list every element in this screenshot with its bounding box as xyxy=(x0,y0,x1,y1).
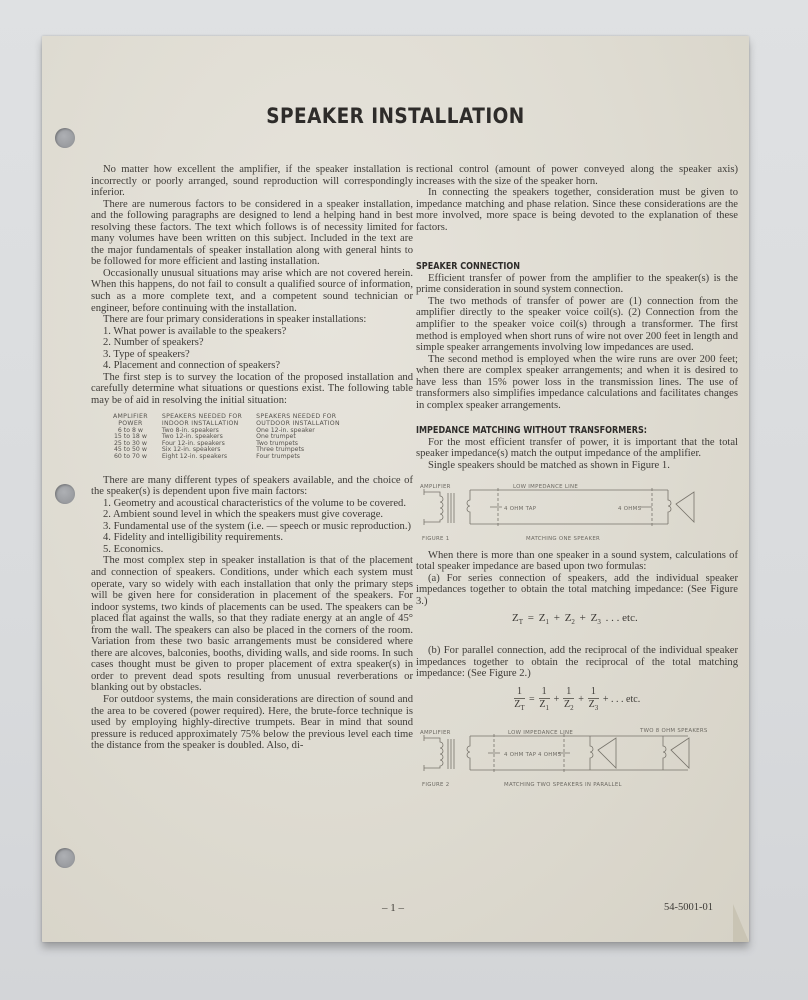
paragraph-continuation: rectional control (amount of power conveyed along the speaker axis) increases with the size of the speaker horn. xyxy=(416,164,738,187)
figure-label: TWO 8 OHM SPEAKERS xyxy=(640,727,708,734)
table-cell: Six 12-in. speakers xyxy=(161,446,221,454)
figure-label: 4 OHM TAP xyxy=(504,505,537,512)
paragraph-connecting: In connecting the speakers together, consideration must be given to impedance matching and phase relation. Since these considerations are the more involved, more space is being devoted to the explanation of these factors. xyxy=(416,187,738,233)
punch-hole-top xyxy=(55,128,75,148)
paragraph-survey: The first step is to survey the location of the proposed installation and carefully determine what situations or questions exist. The following table may be of aid in resolving the initial situation: xyxy=(91,371,413,406)
figure-number: FIGURE 1 xyxy=(422,535,450,542)
paragraph-considerations: There are four primary considerations in speaker installations: xyxy=(103,314,367,326)
paragraph: Efficient transfer of power from the amplifier to the speaker(s) is the prime consideration in sound system connection. xyxy=(416,272,738,296)
table-cell: Four trumpets xyxy=(256,453,300,461)
table-cell: 25 to 30 w xyxy=(113,439,147,447)
table-row xyxy=(113,441,354,448)
page-number: – 1 – xyxy=(382,902,404,914)
list-item: 1. Geometry and acoustical characteristics of the volume to be covered. xyxy=(103,497,406,509)
figure-label: 4 OHM TAP xyxy=(504,751,537,758)
paragraph-types: There are many different types of speakers available, and the choice of the speaker(s) is dependent upon five main factors: xyxy=(91,474,413,498)
paragraph: The second method is employed when the wire runs are over 200 feet; when there are complex speaker arrangements; and when it is desired to have less than 15% power loss in the transmission lines. The use of transformers also simplifies impedance calculations and facilitates changes in complex speaker arrangements. xyxy=(416,353,738,411)
series-formula: $Z_T = Z_1 + Z_2 + Z_3$ . . . etc. xyxy=(512,612,638,627)
table-cell: Four 12-in. speakers xyxy=(161,439,225,447)
section-heading-speaker-connection: SPEAKER CONNECTION xyxy=(416,261,521,273)
figure-label: LOW IMPEDANCE LINE xyxy=(513,483,579,490)
figure-label: AMPLIFIER xyxy=(420,729,451,736)
section-heading-impedance-matching: IMPEDANCE MATCHING WITHOUT TRANSFORMERS: xyxy=(416,425,648,437)
figure-2-diagram xyxy=(418,724,724,788)
table-cell: Eight 12-in. speakers xyxy=(161,453,228,461)
list-item: 4. Placement and connection of speakers? xyxy=(103,360,281,372)
table-cell: One trumpet xyxy=(256,433,296,441)
paragraph: When there is more than one speaker in a sound system, calculations of total speaker impedance are based upon two formulas: xyxy=(416,549,738,573)
table-cell: 6 to 8 w xyxy=(117,426,143,434)
paragraph-intro: No matter how excellent the amplifier, if the speaker installation is incorrectly or poorly arranged, sound reproduction will correspondingly inferior. xyxy=(91,164,413,199)
power-table xyxy=(113,414,354,460)
figure-number: FIGURE 2 xyxy=(422,781,450,788)
left-column xyxy=(91,164,413,752)
paragraph-factors: There are numerous factors to be considered in a speaker installation, and the following paragraphs are designed to lend a helping hand in best resolving these factors. The text which follows is of necessity limited for many volumes have been written on this subject. Included in the text are the major fundamentals of speaker installation along with general hints to be followed for more efficient and lasting installation. xyxy=(91,198,413,268)
table-row xyxy=(113,434,354,441)
figure-label: LOW IMPEDANCE LINE xyxy=(508,729,574,736)
figure-label: AMPLIFIER xyxy=(420,483,451,490)
list-item: 2. Ambient sound level in which the speakers must give coverage. xyxy=(103,509,384,521)
table-cell: Two trumpets xyxy=(256,439,298,447)
table-row xyxy=(113,447,354,454)
table-cell: Three trumpets xyxy=(256,446,305,454)
table-cell: Two 12-in. speakers xyxy=(161,433,223,441)
paragraph: Single speakers should be matched as shown in Figure 1. xyxy=(428,460,670,472)
list-item: 5. Economics. xyxy=(103,543,164,555)
table-row xyxy=(113,454,354,461)
paragraph: The two methods of transfer of power are (1) connection from the amplifier directly to the speaker voice coil(s). (2) Connection from the amplifier to the speaker voice coil(s) through a transformer. The first method is employed when short runs of wire not over 200 feet in length and simple speaker arrangements involving low impedances are used. xyxy=(416,295,738,354)
table-header: SPEAKERS NEEDED FOR INDOOR INSTALLATION xyxy=(161,413,243,428)
list-item: 3. Type of speakers? xyxy=(103,348,190,360)
paragraph-placement: The most complex step in speaker installation is that of the placement and connection of speakers. Conditions, under which each system must operate, vary so widely with each installation that only the primary steps will be given here for consideration in placement of the speakers. For indoor systems, two kinds of placements can be used. The speakers can be placed flat against the walls, so that they radiate energy at an angle of 45° from the wall. The speakers can also be placed in the corners of the room. Variation from these two basic arrangements must be considered where there are alcoves, balconies, booths, dividing walls, and side rooms. In such cases thought must be given to proper placement of extra speaker(s) in order to prevent dead spots resulting from unusual reverberations or blanking out by obstacles. xyxy=(91,555,413,694)
table-row xyxy=(113,428,354,435)
page-title: SPEAKER INSTALLATION xyxy=(266,104,525,128)
paragraph-outdoor: For outdoor systems, the main considerations are direction of sound and the area to be covered (power required). Here, the brute-force technique is used by employing highly-directive trumpets. Bear in mind that sound pressure is reduced approximately 75% below the previous level each time the distance from the speaker is doubled. Also, di- xyxy=(91,694,413,752)
figure-caption: MATCHING ONE SPEAKER xyxy=(526,535,601,542)
punch-hole-middle xyxy=(55,484,75,504)
table-header: SPEAKERS NEEDED FOR OUTDOOR INSTALLATION xyxy=(256,413,340,428)
figure-caption: MATCHING TWO SPEAKERS IN PARALLEL xyxy=(504,781,622,788)
punch-hole-bottom xyxy=(55,848,75,868)
list-item: 3. Fundamental use of the system (i.e. — speech or music reproduction.) xyxy=(103,520,412,532)
figure-label: 4 OHMS xyxy=(618,505,642,512)
right-column xyxy=(416,164,738,788)
paragraph-unusual: Occasionally unusual situations may arise which are not covered herein. When this happens, do not fail to consult a qualified source of information, such as a more complete text, and a competent sound technician or engineer, before continuing with the installation. xyxy=(91,267,413,314)
list-item: 1. What power is available to the speakers? xyxy=(103,325,287,337)
parallel-formula: $\frac{1}{Z_T}$ = $\frac{1}{Z_1}$ + $\frac{1}{Z_2}$ + $\frac{1}{Z_3}$ + . . . etc. xyxy=(514,685,641,712)
document-code: 54-5001-01 xyxy=(664,902,713,913)
paragraph-series: (a) For series connection of speakers, add the individual speaker impedances together to obtain the total matching impedance: (See Figure 3.) xyxy=(416,572,738,607)
list-item: 4. Fidelity and intelligibility requirements. xyxy=(103,532,284,544)
document-page xyxy=(42,36,749,942)
table-cell: 45 to 50 w xyxy=(113,446,147,454)
table-cell: One 12-in. speaker xyxy=(256,426,315,434)
table-cell: Two 8-in. speakers xyxy=(161,426,219,434)
list-item: 2. Number of speakers? xyxy=(103,337,204,349)
table-header: AMPLIFIER POWER xyxy=(113,413,148,428)
figure-1-diagram xyxy=(418,478,724,542)
paragraph: For the most efficient transfer of power, it is important that the total speaker impedance(s) match the output impedance of the amplifier. xyxy=(416,436,738,460)
table-cell: 60 to 70 w xyxy=(113,453,147,461)
paragraph-parallel: (b) For parallel connection, add the reciprocal of the individual speaker impedances together to obtain the reciprocal of the total matching impedance: (See Figure 2.) xyxy=(416,645,738,680)
figure-label: 4 OHMS xyxy=(538,751,562,758)
table-cell: 15 to 18 w xyxy=(113,433,147,441)
